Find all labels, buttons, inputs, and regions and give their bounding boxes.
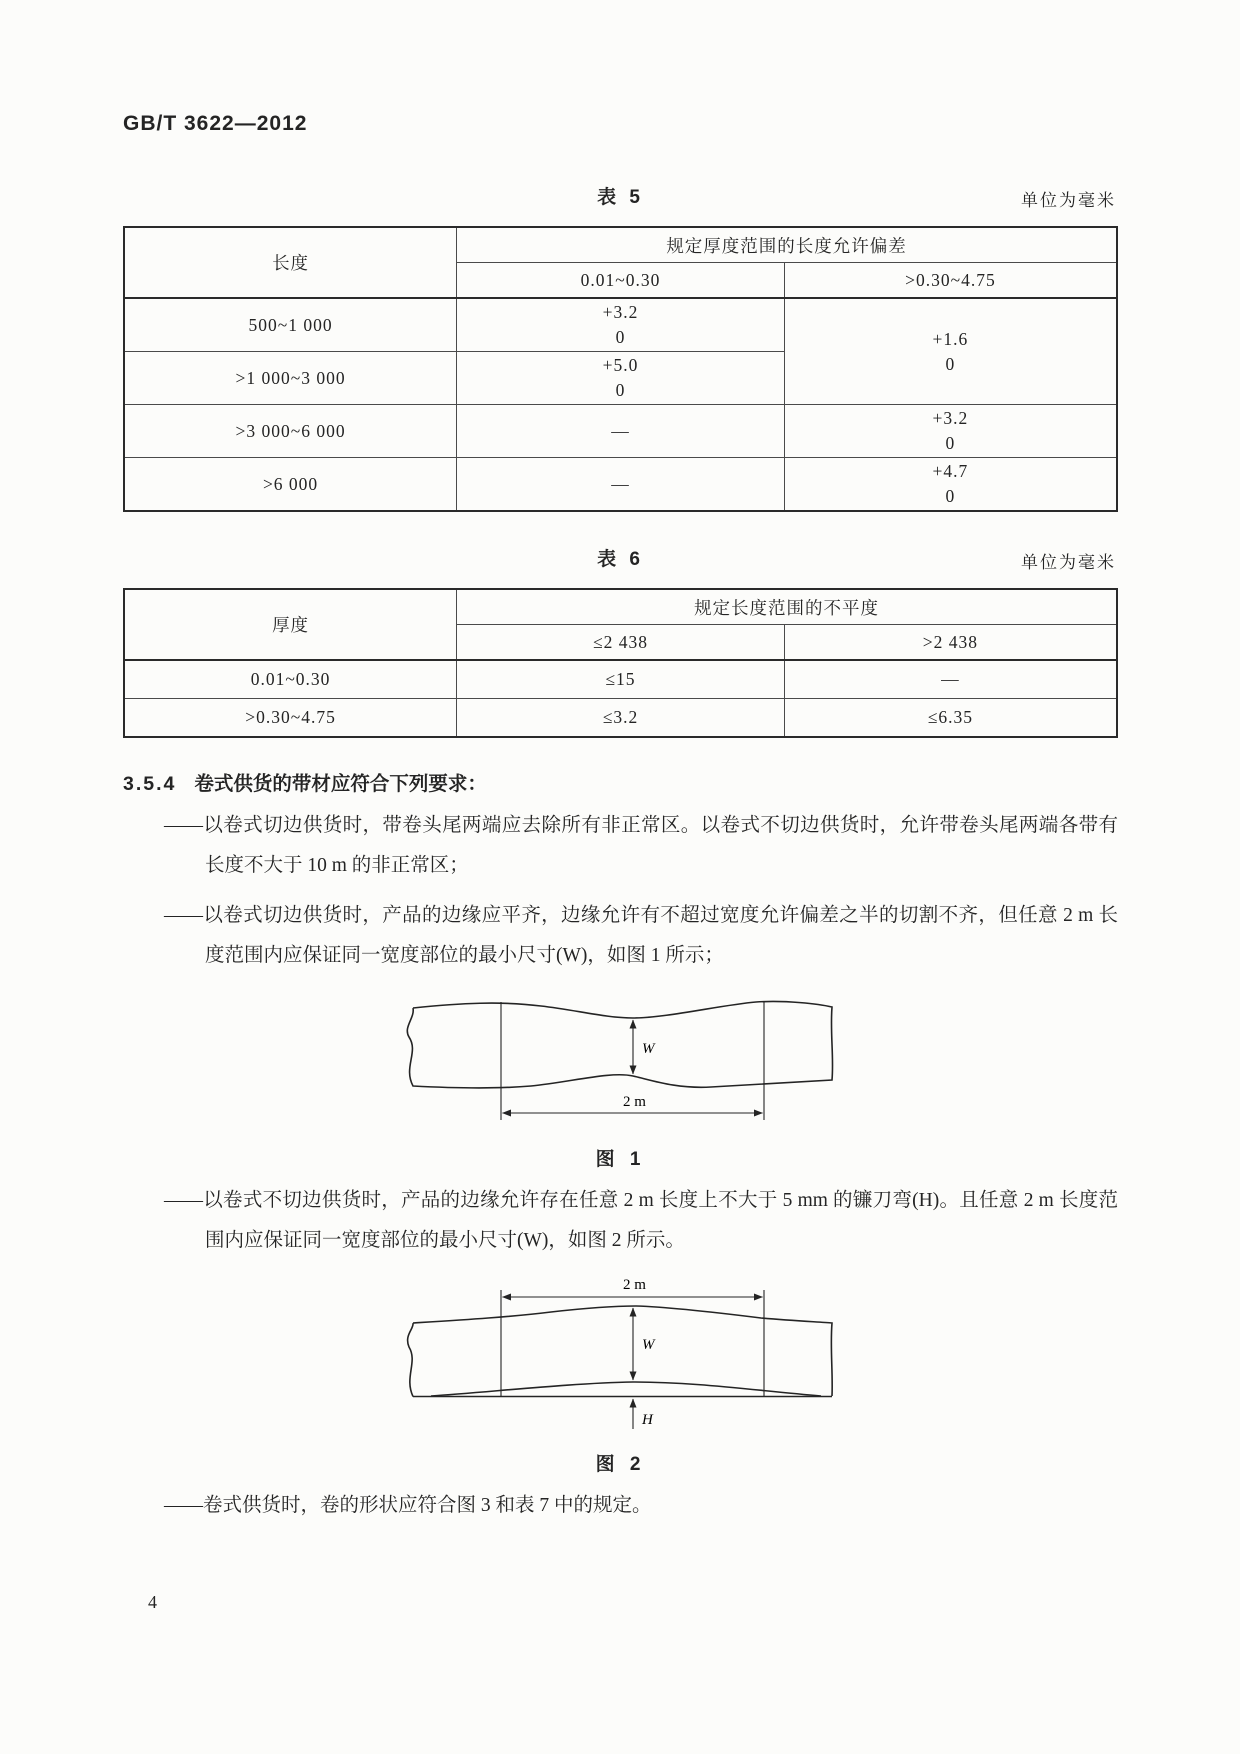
table5-header-group: 规定厚度范围的长度允许偏差 bbox=[457, 227, 1117, 263]
table5-r1-dev1 bbox=[457, 298, 785, 352]
span-label: 2 m bbox=[622, 1277, 646, 1293]
table6 bbox=[123, 588, 1118, 738]
tolerance-lower: 0 bbox=[945, 353, 956, 374]
tolerance-upper: +5.0 bbox=[602, 355, 639, 375]
figure1 bbox=[123, 992, 1118, 1171]
clause-heading bbox=[123, 768, 1118, 796]
table6-r2-thickness: >0.30~4.75 bbox=[124, 699, 457, 738]
table6-r1-thickness: 0.01~0.30 bbox=[124, 660, 457, 699]
item-dash: —— bbox=[164, 815, 203, 836]
table5 bbox=[123, 226, 1118, 512]
clause-item-3 bbox=[123, 1181, 1118, 1261]
tolerance-lower: 0 bbox=[615, 380, 626, 400]
table-row bbox=[124, 298, 1117, 352]
table5-subheader-thick: >0.30~4.75 bbox=[784, 263, 1117, 299]
table6-r1-v1: ≤15 bbox=[457, 660, 785, 699]
strip-width-diagram bbox=[401, 992, 841, 1134]
strip-camber-diagram bbox=[401, 1277, 841, 1439]
cambered-bottom-edge bbox=[431, 1382, 821, 1396]
span-label: 2 m bbox=[622, 1094, 646, 1110]
table-row bbox=[124, 660, 1117, 699]
item-dash: —— bbox=[164, 1495, 203, 1516]
camber-label: H bbox=[641, 1412, 653, 1428]
clause-number: 3.5.4 bbox=[123, 773, 177, 795]
table5-r4-dev2 bbox=[784, 458, 1117, 512]
figure2 bbox=[123, 1277, 1118, 1476]
table5-r4-dev1: — bbox=[457, 458, 785, 512]
tolerance-lower: 0 bbox=[945, 486, 956, 506]
standard-number: GB/T 3622—2012 bbox=[123, 112, 308, 135]
table6-r2-v2: ≤6.35 bbox=[784, 699, 1117, 738]
clause-item-4 bbox=[123, 1486, 1118, 1526]
table-row bbox=[124, 699, 1117, 738]
figure1-caption: 图 1 bbox=[595, 1149, 646, 1170]
table5-subheader-thin: 0.01~0.30 bbox=[457, 263, 785, 299]
item-text: 卷式供货时，卷的形状应符合图 3 和表 7 中的规定。 bbox=[203, 1495, 652, 1516]
clause-item-2 bbox=[123, 896, 1118, 976]
item-dash: —— bbox=[164, 905, 203, 926]
tolerance-lower: 0 bbox=[945, 433, 956, 453]
table5-r1-length: 500~1 000 bbox=[124, 298, 457, 352]
table5-r2-length: >1 000~3 000 bbox=[124, 352, 457, 405]
tolerance-upper: +3.2 bbox=[602, 302, 639, 322]
table6-header-thickness: 厚度 bbox=[124, 589, 457, 660]
table5-caption: 表 5 bbox=[597, 187, 644, 208]
table5-header-length: 长度 bbox=[124, 227, 457, 298]
table6-subheader-wide: >2 438 bbox=[784, 625, 1117, 661]
item-text: 以卷式切边供货时，带卷头尾两端应去除所有非正常区。以卷式不切边供货时，允许带卷头尾两端各带有长度不大于 10 m 的非正常区； bbox=[203, 815, 1118, 876]
item-text: 以卷式不切边供货时，产品的边缘允许存在任意 2 m 长度上不大于 5 mm 的镰刀弯(H)。且任意 2 m 长度范围内应保证同一宽度部位的最小尺寸(W)，如图 2 所示。 bbox=[203, 1190, 1118, 1251]
tolerance-upper: +1.6 bbox=[932, 328, 969, 349]
table5-r3-dev1: — bbox=[457, 405, 785, 458]
table5-r3-dev2 bbox=[784, 405, 1117, 458]
table-row bbox=[124, 458, 1117, 512]
page-number: 4 bbox=[148, 1592, 157, 1612]
table6-caption-row bbox=[123, 544, 1118, 574]
width-label: W bbox=[641, 1041, 654, 1057]
width-label: W bbox=[641, 1337, 654, 1353]
table5-unit-note: 单位为毫米 bbox=[1021, 191, 1116, 210]
clause-title: 卷式供货的带材应符合下列要求： bbox=[194, 773, 487, 795]
table6-unit-note: 单位为毫米 bbox=[1021, 553, 1116, 572]
table5-caption-row bbox=[123, 182, 1118, 212]
table6-caption: 表 6 bbox=[597, 549, 644, 570]
table5-r2-dev1 bbox=[457, 352, 785, 405]
item-text: 以卷式切边供货时，产品的边缘应平齐，边缘允许有不超过宽度允许偏差之半的切割不齐，但任意 2 m 长度范围内应保证同一宽度部位的最小尺寸(W)，如图 1 所示； bbox=[203, 905, 1118, 966]
tolerance-upper: +4.7 bbox=[932, 461, 969, 481]
item-dash: —— bbox=[164, 1190, 203, 1211]
tolerance-lower: 0 bbox=[615, 327, 626, 347]
table5-r3-length: >3 000~6 000 bbox=[124, 405, 457, 458]
table5-r12-dev2-merged bbox=[784, 298, 1117, 405]
strip-outline bbox=[407, 1001, 832, 1087]
table6-r2-v1: ≤3.2 bbox=[457, 699, 785, 738]
table6-r1-v2: — bbox=[784, 660, 1117, 699]
clause-item-1 bbox=[123, 806, 1118, 886]
table-row bbox=[124, 405, 1117, 458]
table6-header-group: 规定长度范围的不平度 bbox=[457, 589, 1117, 625]
figure2-caption: 图 2 bbox=[595, 1454, 646, 1475]
tolerance-upper: +3.2 bbox=[932, 408, 969, 428]
table6-subheader-narrow: ≤2 438 bbox=[457, 625, 785, 661]
table5-r4-length: >6 000 bbox=[124, 458, 457, 512]
